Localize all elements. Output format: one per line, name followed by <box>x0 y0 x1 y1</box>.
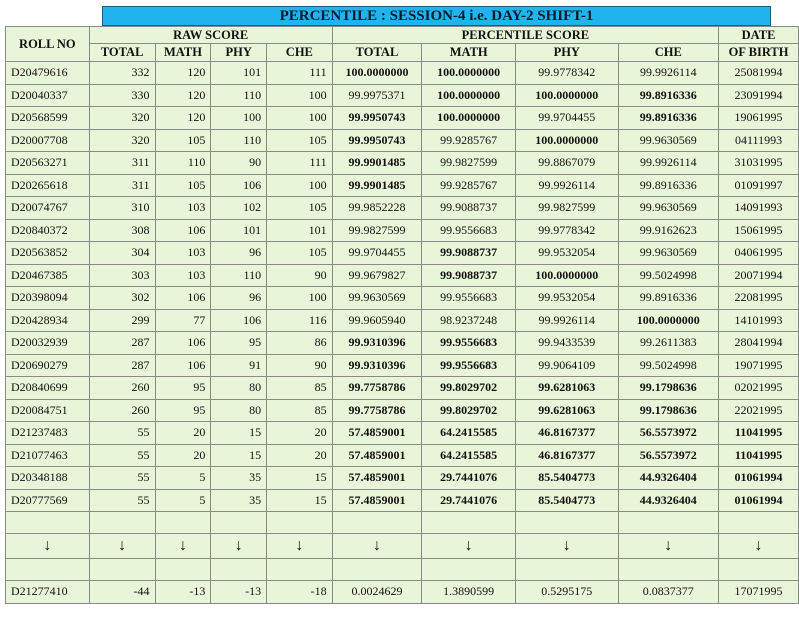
down-arrow-icon: ↓ <box>618 534 719 559</box>
pct-phy-cell: 99.9532054 <box>516 242 619 265</box>
down-arrow-icon: ↓ <box>719 534 799 559</box>
raw-math-cell: 120 <box>155 107 211 130</box>
pct-math-cell: 29.7441076 <box>422 489 516 512</box>
empty-cell <box>89 512 155 534</box>
raw-math-cell: 103 <box>155 197 211 220</box>
pct-total-cell: 57.4859001 <box>332 422 422 445</box>
roll-no-cell: D21077463 <box>6 444 90 467</box>
raw-total-cell: 55 <box>89 489 155 512</box>
raw-phy-cell: 15 <box>211 422 267 445</box>
down-arrow-icon: ↓ <box>211 534 267 559</box>
raw-math-cell: 106 <box>155 287 211 310</box>
raw-total-cell: 287 <box>89 354 155 377</box>
raw-math-cell: 106 <box>155 332 211 355</box>
pct-math-cell: 99.9088737 <box>422 242 516 265</box>
dob-cell: 15061995 <box>719 219 799 242</box>
roll-no-cell: D21277410 <box>6 581 90 604</box>
dob-cell: 01061994 <box>719 489 799 512</box>
empty-cell <box>422 559 516 581</box>
pct-math-cell: 99.8029702 <box>422 377 516 400</box>
table-row <box>6 444 799 467</box>
pct-math-cell: 1.3890599 <box>422 581 516 604</box>
roll-no-cell: D20084751 <box>6 399 90 422</box>
down-arrow-icon: ↓ <box>332 534 422 559</box>
dob-cell: 22021995 <box>719 399 799 422</box>
pct-che-cell: 99.5024998 <box>618 264 719 287</box>
raw-phy-cell: 15 <box>211 444 267 467</box>
pct-che-cell: 99.9926114 <box>618 62 719 85</box>
pct-phy-cell: 100.0000000 <box>516 84 619 107</box>
table-row <box>6 197 799 220</box>
empty-cell <box>719 559 799 581</box>
raw-math-cell: 105 <box>155 174 211 197</box>
pct-total-header: TOTAL <box>332 44 422 62</box>
empty-cell <box>719 512 799 534</box>
empty-cell <box>211 512 267 534</box>
raw-phy-cell: -13 <box>211 581 267 604</box>
roll-no-cell: D20032939 <box>6 332 90 355</box>
pct-che-cell: 99.9630569 <box>618 129 719 152</box>
raw-total-cell: 311 <box>89 174 155 197</box>
pct-che-cell: 99.9630569 <box>618 242 719 265</box>
pct-total-cell: 99.9827599 <box>332 219 422 242</box>
raw-math-cell: 120 <box>155 84 211 107</box>
raw-total-cell: 55 <box>89 467 155 490</box>
table-row <box>6 399 799 422</box>
raw-math-cell: 103 <box>155 242 211 265</box>
pct-math-cell: 99.9285767 <box>422 129 516 152</box>
roll-no-cell: D20398094 <box>6 287 90 310</box>
roll-no-cell: D20840372 <box>6 219 90 242</box>
raw-math-cell: 110 <box>155 152 211 175</box>
table-row <box>6 152 799 175</box>
raw-phy-cell: 110 <box>211 264 267 287</box>
raw-che-cell: 20 <box>267 444 333 467</box>
table-row <box>6 174 799 197</box>
raw-che-cell: 85 <box>267 377 333 400</box>
raw-che-cell: 85 <box>267 399 333 422</box>
table-row <box>6 332 799 355</box>
table-row <box>6 309 799 332</box>
table-row <box>6 219 799 242</box>
empty-cell <box>89 559 155 581</box>
dob-cell: 11041995 <box>719 422 799 445</box>
pct-math-cell: 99.8029702 <box>422 399 516 422</box>
pct-phy-cell: 99.9704455 <box>516 107 619 130</box>
raw-total-cell: 303 <box>89 264 155 287</box>
pct-math-cell: 99.9556683 <box>422 287 516 310</box>
pct-total-cell: 57.4859001 <box>332 467 422 490</box>
empty-cell <box>267 512 333 534</box>
raw-math-cell: 20 <box>155 422 211 445</box>
pct-math-cell: 64.2415585 <box>422 422 516 445</box>
raw-total-cell: 260 <box>89 377 155 400</box>
raw-math-cell: 95 <box>155 377 211 400</box>
table-row-last <box>6 581 799 604</box>
raw-math-cell: 103 <box>155 264 211 287</box>
raw-phy-cell: 95 <box>211 332 267 355</box>
empty-cell <box>618 512 719 534</box>
table-row <box>6 354 799 377</box>
raw-che-cell: 101 <box>267 219 333 242</box>
pct-math-header: MATH <box>422 44 516 62</box>
roll-no-cell: D20428934 <box>6 309 90 332</box>
raw-phy-cell: 35 <box>211 467 267 490</box>
raw-total-cell: 299 <box>89 309 155 332</box>
pct-phy-cell: 85.5404773 <box>516 489 619 512</box>
pct-che-cell: 99.1798636 <box>618 377 719 400</box>
pct-che-cell: 99.8916336 <box>618 84 719 107</box>
table-row <box>6 422 799 445</box>
header-row-2 <box>6 44 799 62</box>
pct-phy-cell: 46.8167377 <box>516 422 619 445</box>
roll-no-cell: D20265618 <box>6 174 90 197</box>
pct-math-cell: 99.9088737 <box>422 264 516 287</box>
raw-che-cell: 100 <box>267 107 333 130</box>
raw-math-cell: 20 <box>155 444 211 467</box>
raw-che-cell: 100 <box>267 84 333 107</box>
pct-phy-cell: 99.9778342 <box>516 219 619 242</box>
raw-total-cell: 287 <box>89 332 155 355</box>
pct-phy-cell: 85.5404773 <box>516 467 619 490</box>
pct-phy-cell: 99.9778342 <box>516 62 619 85</box>
roll-no-cell: D20467385 <box>6 264 90 287</box>
pct-total-cell: 99.7758786 <box>332 399 422 422</box>
pct-phy-cell: 99.9926114 <box>516 309 619 332</box>
raw-total-cell: 308 <box>89 219 155 242</box>
pct-total-cell: 99.9901485 <box>332 174 422 197</box>
table-row <box>6 84 799 107</box>
raw-phy-cell: 106 <box>211 174 267 197</box>
raw-che-header: CHE <box>267 44 333 62</box>
dob-cell: 20071994 <box>719 264 799 287</box>
pct-math-cell: 99.9827599 <box>422 152 516 175</box>
arrow-row <box>6 534 799 559</box>
pct-che-cell: 99.8916336 <box>618 174 719 197</box>
roll-no-cell: D20568599 <box>6 107 90 130</box>
raw-phy-cell: 96 <box>211 242 267 265</box>
pct-math-cell: 99.9285767 <box>422 174 516 197</box>
down-arrow-icon: ↓ <box>89 534 155 559</box>
raw-total-cell: 302 <box>89 287 155 310</box>
pct-total-cell: 99.9950743 <box>332 107 422 130</box>
pct-phy-cell: 99.9433539 <box>516 332 619 355</box>
pct-phy-cell: 99.9064109 <box>516 354 619 377</box>
pct-total-cell: 100.0000000 <box>332 62 422 85</box>
header-row-1 <box>6 27 799 44</box>
raw-math-cell: 5 <box>155 467 211 490</box>
spacer-row <box>6 512 799 534</box>
pct-math-cell: 29.7441076 <box>422 467 516 490</box>
pct-phy-cell: 100.0000000 <box>516 264 619 287</box>
raw-phy-cell: 80 <box>211 377 267 400</box>
table-row <box>6 467 799 490</box>
pct-total-cell: 99.9630569 <box>332 287 422 310</box>
dob-cell: 04061995 <box>719 242 799 265</box>
raw-phy-cell: 91 <box>211 354 267 377</box>
pct-total-cell: 99.9605940 <box>332 309 422 332</box>
raw-phy-header: PHY <box>211 44 267 62</box>
table-row <box>6 107 799 130</box>
empty-cell <box>6 559 90 581</box>
dob-cell: 25081994 <box>719 62 799 85</box>
dob-cell: 01061994 <box>719 467 799 490</box>
dob-cell: 22081995 <box>719 287 799 310</box>
pct-che-cell: 99.8916336 <box>618 107 719 130</box>
empty-cell <box>618 559 719 581</box>
pct-math-cell: 64.2415585 <box>422 444 516 467</box>
pct-math-cell: 99.9556683 <box>422 332 516 355</box>
roll-no-cell: D20563271 <box>6 152 90 175</box>
raw-phy-cell: 35 <box>211 489 267 512</box>
raw-math-cell: 106 <box>155 354 211 377</box>
dob-cell: 19061995 <box>719 107 799 130</box>
table-row <box>6 62 799 85</box>
empty-cell <box>332 559 422 581</box>
raw-phy-cell: 106 <box>211 309 267 332</box>
dob-cell: 14101993 <box>719 309 799 332</box>
dob-cell: 01091997 <box>719 174 799 197</box>
pct-math-cell: 100.0000000 <box>422 62 516 85</box>
raw-che-cell: 15 <box>267 467 333 490</box>
raw-che-cell: 116 <box>267 309 333 332</box>
pct-math-cell: 98.9237248 <box>422 309 516 332</box>
raw-phy-cell: 101 <box>211 62 267 85</box>
raw-score-header: RAW SCORE <box>89 27 332 44</box>
raw-math-cell: 120 <box>155 62 211 85</box>
raw-phy-cell: 90 <box>211 152 267 175</box>
raw-total-cell: 55 <box>89 422 155 445</box>
pct-phy-cell: 46.8167377 <box>516 444 619 467</box>
dob-header-line1: DATE <box>719 27 799 44</box>
empty-cell <box>155 512 211 534</box>
pct-che-cell: 0.0837377 <box>618 581 719 604</box>
pct-phy-cell: 99.8867079 <box>516 152 619 175</box>
pct-math-cell: 100.0000000 <box>422 107 516 130</box>
raw-che-cell: 90 <box>267 354 333 377</box>
roll-no-cell: D20348188 <box>6 467 90 490</box>
raw-phy-cell: 101 <box>211 219 267 242</box>
raw-che-cell: 111 <box>267 152 333 175</box>
pct-math-cell: 99.9556683 <box>422 354 516 377</box>
table-body <box>6 62 799 604</box>
table-row <box>6 129 799 152</box>
raw-phy-cell: 100 <box>211 107 267 130</box>
raw-total-cell: 332 <box>89 62 155 85</box>
down-arrow-icon: ↓ <box>267 534 333 559</box>
raw-che-cell: -18 <box>267 581 333 604</box>
empty-cell <box>267 559 333 581</box>
pct-total-cell: 99.9310396 <box>332 354 422 377</box>
empty-cell <box>516 559 619 581</box>
pct-phy-header: PHY <box>516 44 619 62</box>
table-row <box>6 377 799 400</box>
empty-cell <box>155 559 211 581</box>
raw-phy-cell: 102 <box>211 197 267 220</box>
pct-che-cell: 44.9326404 <box>618 467 719 490</box>
pct-phy-cell: 99.6281063 <box>516 377 619 400</box>
raw-total-cell: 310 <box>89 197 155 220</box>
roll-no-cell: D20563852 <box>6 242 90 265</box>
pct-che-cell: 99.9630569 <box>618 197 719 220</box>
pct-total-cell: 99.9975371 <box>332 84 422 107</box>
down-arrow-icon: ↓ <box>6 534 90 559</box>
pct-che-cell: 56.5573972 <box>618 422 719 445</box>
pct-che-cell: 99.8916336 <box>618 287 719 310</box>
raw-che-cell: 90 <box>267 264 333 287</box>
raw-che-cell: 20 <box>267 422 333 445</box>
roll-no-cell: D20040337 <box>6 84 90 107</box>
empty-cell <box>332 512 422 534</box>
roll-no-cell: D20690279 <box>6 354 90 377</box>
pct-total-cell: 57.4859001 <box>332 444 422 467</box>
dob-cell: 19071995 <box>719 354 799 377</box>
raw-math-cell: 77 <box>155 309 211 332</box>
empty-cell <box>211 559 267 581</box>
pct-total-cell: 99.9901485 <box>332 152 422 175</box>
raw-che-cell: 86 <box>267 332 333 355</box>
pct-math-cell: 100.0000000 <box>422 84 516 107</box>
pct-total-cell: 99.9852228 <box>332 197 422 220</box>
pct-math-cell: 99.9556683 <box>422 219 516 242</box>
raw-total-cell: 55 <box>89 444 155 467</box>
page-title: PERCENTILE : SESSION-4 i.e. DAY-2 SHIFT-1 <box>102 6 771 26</box>
down-arrow-icon: ↓ <box>516 534 619 559</box>
pct-total-cell: 99.9950743 <box>332 129 422 152</box>
raw-che-cell: 15 <box>267 489 333 512</box>
raw-total-cell: 311 <box>89 152 155 175</box>
spacer-row <box>6 559 799 581</box>
raw-che-cell: 105 <box>267 197 333 220</box>
raw-phy-cell: 110 <box>211 129 267 152</box>
pct-phy-cell: 100.0000000 <box>516 129 619 152</box>
pct-phy-cell: 99.9827599 <box>516 197 619 220</box>
pct-phy-cell: 0.5295175 <box>516 581 619 604</box>
pct-che-cell: 100.0000000 <box>618 309 719 332</box>
pct-che-cell: 56.5573972 <box>618 444 719 467</box>
raw-math-cell: 105 <box>155 129 211 152</box>
roll-no-cell: D20479616 <box>6 62 90 85</box>
raw-math-cell: 95 <box>155 399 211 422</box>
roll-no-cell: D20777569 <box>6 489 90 512</box>
percentile-score-header: PERCENTILE SCORE <box>332 27 718 44</box>
raw-math-cell: 5 <box>155 489 211 512</box>
down-arrow-icon: ↓ <box>155 534 211 559</box>
raw-total-cell: 320 <box>89 129 155 152</box>
percentile-table <box>5 26 799 604</box>
raw-total-header: TOTAL <box>89 44 155 62</box>
dob-cell: 04111993 <box>719 129 799 152</box>
raw-total-cell: 260 <box>89 399 155 422</box>
dob-cell: 11041995 <box>719 444 799 467</box>
roll-no-cell: D21237483 <box>6 422 90 445</box>
pct-che-cell: 44.9326404 <box>618 489 719 512</box>
pct-che-header: CHE <box>618 44 719 62</box>
raw-phy-cell: 110 <box>211 84 267 107</box>
empty-cell <box>6 512 90 534</box>
pct-total-cell: 99.9704455 <box>332 242 422 265</box>
roll-no-cell: D20074767 <box>6 197 90 220</box>
pct-che-cell: 99.1798636 <box>618 399 719 422</box>
pct-total-cell: 99.7758786 <box>332 377 422 400</box>
raw-che-cell: 111 <box>267 62 333 85</box>
pct-total-cell: 0.0024629 <box>332 581 422 604</box>
raw-che-cell: 105 <box>267 242 333 265</box>
raw-phy-cell: 96 <box>211 287 267 310</box>
raw-phy-cell: 80 <box>211 399 267 422</box>
dob-cell: 02021995 <box>719 377 799 400</box>
raw-math-cell: 106 <box>155 219 211 242</box>
table-row <box>6 242 799 265</box>
dob-cell: 23091994 <box>719 84 799 107</box>
raw-total-cell: -44 <box>89 581 155 604</box>
raw-che-cell: 105 <box>267 129 333 152</box>
empty-cell <box>422 512 516 534</box>
dob-cell: 31031995 <box>719 152 799 175</box>
empty-cell <box>516 512 619 534</box>
raw-total-cell: 330 <box>89 84 155 107</box>
roll-no-header: ROLL NO <box>6 27 90 62</box>
pct-phy-cell: 99.6281063 <box>516 399 619 422</box>
dob-cell: 28041994 <box>719 332 799 355</box>
pct-che-cell: 99.9162623 <box>618 219 719 242</box>
pct-che-cell: 99.2611383 <box>618 332 719 355</box>
roll-no-cell: D20007708 <box>6 129 90 152</box>
pct-total-cell: 99.9679827 <box>332 264 422 287</box>
pct-phy-cell: 99.9926114 <box>516 174 619 197</box>
table-row <box>6 264 799 287</box>
raw-total-cell: 304 <box>89 242 155 265</box>
pct-phy-cell: 99.9532054 <box>516 287 619 310</box>
roll-no-cell: D20840699 <box>6 377 90 400</box>
raw-che-cell: 100 <box>267 287 333 310</box>
pct-che-cell: 99.9926114 <box>618 152 719 175</box>
raw-math-cell: -13 <box>155 581 211 604</box>
raw-total-cell: 320 <box>89 107 155 130</box>
table-row <box>6 287 799 310</box>
raw-che-cell: 100 <box>267 174 333 197</box>
raw-math-header: MATH <box>155 44 211 62</box>
dob-cell: 14091993 <box>719 197 799 220</box>
down-arrow-icon: ↓ <box>422 534 516 559</box>
pct-total-cell: 57.4859001 <box>332 489 422 512</box>
pct-che-cell: 99.5024998 <box>618 354 719 377</box>
pct-math-cell: 99.9088737 <box>422 197 516 220</box>
table-row <box>6 489 799 512</box>
pct-total-cell: 99.9310396 <box>332 332 422 355</box>
dob-cell: 17071995 <box>719 581 799 604</box>
dob-header-line2: OF BIRTH <box>719 44 799 62</box>
